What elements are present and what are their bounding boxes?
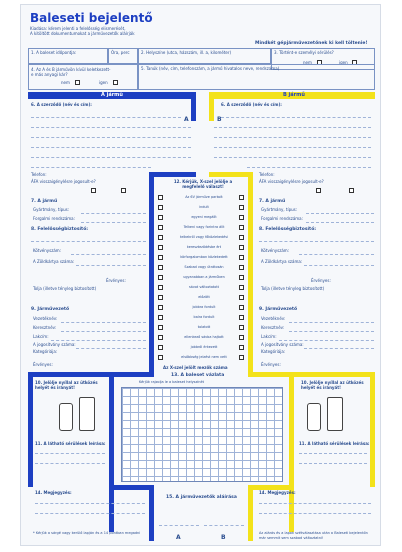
b-zoldkartya-label: A Zöldkártya száma: [261, 259, 303, 264]
b-tolja-label: Tolja (illetve tényleg biztosított) [261, 286, 325, 291]
vehicle-b-top-connector [209, 99, 214, 121]
circumstance-a-checkbox[interactable] [158, 335, 163, 340]
b-field-11-label: 11. A látható sérülések leírása: [299, 441, 370, 446]
b-afa-yes-checkbox[interactable] [349, 188, 354, 193]
a-field-6-line-2[interactable] [31, 127, 191, 128]
b-forgalmi-label: Forgalmi rendszáma: [261, 216, 303, 221]
b-kategoria-label: Kategóriája: [261, 349, 286, 354]
a-kotveny-line[interactable] [71, 254, 146, 255]
circumstance-b-checkbox[interactable] [239, 335, 244, 340]
b-biztosito-line[interactable] [259, 241, 374, 242]
circumstance-label: telkekről vagy főközlekedési [180, 235, 228, 239]
circumstance-b-checkbox[interactable] [239, 225, 244, 230]
circumstance-b-checkbox[interactable] [239, 295, 244, 300]
form-subtitle: Kiadása: kérem jelenti a felelősség elismerését, [30, 26, 126, 31]
circumstance-b-checkbox[interactable] [239, 305, 244, 310]
b-lakcim-label: Lakcím: [261, 334, 277, 339]
sig-yellow-vertical [248, 485, 253, 541]
a-truck-top-view[interactable] [79, 397, 95, 431]
b-field-14-label: 14. Megjegyzés: [259, 490, 296, 495]
field-3-yes: igen [339, 60, 348, 65]
center-yellow-frame-right [248, 172, 253, 372]
circumstance-b-checkbox[interactable] [239, 205, 244, 210]
b-field-8-label: 8. Felelősségbiztosító: [259, 227, 317, 232]
b-truck-top-view[interactable] [327, 397, 343, 431]
signature-a-line[interactable] [159, 525, 199, 526]
b-vezeteknev-line[interactable] [289, 322, 374, 323]
circumstance-b-checkbox[interactable] [239, 215, 244, 220]
form-note: Mindkét gépjárművezetőnek ki kell töltenie! [255, 41, 368, 46]
accident-sketch-grid[interactable] [121, 387, 283, 482]
sketch-blue-bottom-connector [109, 485, 154, 490]
a-afa-yes-checkbox[interactable] [121, 188, 126, 193]
a-telefon-label: Telefon: [31, 172, 47, 177]
b-field-14-line-2[interactable] [259, 513, 371, 514]
f13-subtitle: Kérjük rajzolja le a baleset helyszínét [139, 380, 205, 384]
circumstance-label: jobbra fordult [192, 305, 216, 309]
field-2-label: 2. Helyszíne (utca, házszám, ill. a, kilométer) [141, 50, 232, 55]
a-afa-no-checkbox[interactable] [91, 188, 96, 193]
a-field-8-label: 8. Felelősségbiztosító: [31, 227, 89, 232]
a-zoldkartya-label: A Zöldkártya száma: [33, 259, 75, 264]
center-blue-frame-top [149, 172, 196, 177]
circumstance-a-checkbox[interactable] [158, 285, 163, 290]
a-kategoria-label: Kategóriája: [33, 349, 58, 354]
a-keresztnev-line[interactable] [61, 331, 146, 332]
field-4-yes-checkbox[interactable] [113, 80, 118, 85]
b-ervenyes-label: Érvényes: [311, 278, 331, 283]
circumstance-a-checkbox[interactable] [158, 235, 163, 240]
a-tolja-label: Tolja (illetve tényleg biztosított) [33, 286, 97, 291]
a-field-10-label: 10. Jelölje nyíllal az ütközés helyét és irányát! [35, 380, 98, 390]
circumstance-b-checkbox[interactable] [239, 245, 244, 250]
b-field-14-line-1[interactable] [259, 503, 371, 504]
center-blue-frame-left [149, 172, 154, 372]
circumstance-label: elsőbbség jelzést nem vett [181, 355, 227, 359]
b-gyartmany-label: Gyártmány, típus: [261, 207, 298, 212]
a-keresztnev-label: Keresztnév: [33, 325, 57, 330]
field-4-no: nem [61, 80, 70, 85]
f12-title: 12. Kérjük, X-szel jelölje a megfelelő választ! [173, 179, 233, 189]
circumstance-label: balra fordult [193, 315, 215, 319]
field-3-no: nem [303, 60, 312, 65]
b-jogositvany-label: A jogosítvány száma: [261, 342, 304, 347]
b-gyartmany-line[interactable] [306, 213, 374, 214]
b-afa-label: ÁFA visszaigénylésre jogosult-e? [259, 179, 324, 184]
circumstance-b-checkbox[interactable] [239, 355, 244, 360]
circumstance-a-checkbox[interactable] [158, 225, 163, 230]
b-field-7-label: 7. A jármű [259, 199, 286, 204]
circumstance-b-checkbox[interactable] [239, 325, 244, 330]
a-biztosito-line[interactable] [31, 241, 146, 242]
circumstance-label: kereszteződésbe ért [186, 245, 222, 249]
a-forgalmi-label: Forgalmi rendszáma: [33, 216, 75, 221]
f13-title: 13. A baleset vázlata [171, 373, 225, 378]
a-field-14-line-2[interactable] [35, 513, 145, 514]
field-5-label: 5. Tanúk (név, cím, telefonszám, a jármű hivatalos neve, rendszáma) [141, 66, 280, 71]
a-footnote: * Kérjük a sárgé vagy kerülő lapján és a 14 pontban megadni [33, 531, 141, 535]
a-field-9-label: 9. Járművezető [31, 307, 70, 312]
vehicle-a-letter-bottom: A [176, 534, 181, 541]
b-ervenyes2-label: Érvényes: [261, 362, 281, 367]
lower-yellow-frame-top [248, 372, 375, 377]
circumstance-label: előzött [198, 295, 210, 299]
circumstance-label: Telkeni vagy forintra állt [183, 225, 225, 229]
a-field-6-line-4[interactable] [31, 147, 191, 148]
circumstance-label: körforgalomban közlekedett [180, 255, 228, 259]
a-field-6-label: 6. A szerződő (név és cím): [31, 102, 92, 107]
a-gyartmany-label: Gyártmány, típus: [33, 207, 70, 212]
circumstance-a-checkbox[interactable] [158, 325, 163, 330]
vehicle-a-header-label: A jármű [101, 92, 123, 98]
form-title: Baleseti bejelentő [30, 11, 153, 25]
field-3-label: 3. Történt-e személyi sérülés? [274, 50, 334, 55]
b-field-9-label: 9. Járművezető [259, 307, 298, 312]
b-keresztnev-line[interactable] [289, 331, 374, 332]
lower-yellow-frame-right [370, 372, 375, 487]
sketch-yellow-right [289, 372, 294, 532]
sketch-blue-left [109, 372, 114, 532]
circumstance-a-checkbox[interactable] [158, 345, 163, 350]
circumstance-label: tolatott [197, 325, 211, 329]
circumstance-b-checkbox[interactable] [239, 195, 244, 200]
circumstance-label: jobbról érkezett [190, 345, 218, 349]
circumstance-a-checkbox[interactable] [158, 295, 163, 300]
b-field-6-label: 6. A szerződő (név és cím): [221, 102, 282, 107]
b-field-6-line-1[interactable] [221, 117, 371, 118]
circumstance-b-checkbox[interactable] [239, 255, 244, 260]
b-field-6-line-5[interactable] [214, 157, 371, 158]
vehicle-b-letter-bottom: B [221, 534, 226, 541]
circumstance-label: egyeni megállt [191, 215, 217, 219]
a-jogositvany-label: A jogosítvány száma: [33, 342, 76, 347]
circumstance-b-checkbox[interactable] [239, 235, 244, 240]
a-zoldkartya-line[interactable] [76, 265, 146, 266]
a-car-top-view[interactable] [59, 403, 73, 431]
circumstance-label: Az 6V járműve parkolt [185, 195, 223, 199]
circumstance-a-checkbox[interactable] [158, 265, 163, 270]
a-ervenyes-label: Érvényes: [106, 278, 126, 283]
b-kotveny-label: Kötvényszám: [261, 248, 290, 253]
b-vezeteknev-label: Vezetéknév: [261, 316, 286, 321]
a-ervenyes2-label: Érvényes: [33, 362, 53, 367]
b-field-6-line-6[interactable] [247, 167, 371, 168]
b-jogositvany-line[interactable] [304, 348, 374, 349]
circumstance-label: Szabad vagy útrátosán [184, 265, 224, 269]
b-afa-no-checkbox[interactable] [316, 188, 321, 193]
vehicle-b-header-label: B jármű [283, 92, 305, 98]
a-field-14-line-1[interactable] [35, 503, 145, 504]
circumstance-b-checkbox[interactable] [239, 285, 244, 290]
circumstance-a-checkbox[interactable] [158, 355, 163, 360]
a-field-6-line-5[interactable] [31, 157, 191, 158]
a-field-14-label: 14. Megjegyzés: [35, 490, 72, 495]
f15-title: 15. A járművezetők aláírása [166, 495, 237, 500]
a-field-7-label: 7. A jármű [31, 199, 58, 204]
vehicle-b-letter-top: B [217, 116, 222, 123]
a-gyartmany-line[interactable] [81, 213, 146, 214]
a-jogositvany-line[interactable] [76, 348, 146, 349]
a-field-6-line-3[interactable] [31, 137, 191, 138]
a-field-11-line-2[interactable] [35, 463, 105, 464]
b-field-6-line-2[interactable] [214, 127, 371, 128]
f12-count-label: Az X-szel jelölt mezők száma [163, 365, 228, 370]
accident-report-form [20, 4, 381, 546]
a-afa-label: ÁFA visszaigénylésre jogosult-e? [31, 179, 96, 184]
sig-blue-vertical [149, 485, 154, 541]
b-zoldkartya-line[interactable] [304, 265, 374, 266]
circumstance-a-checkbox[interactable] [158, 215, 163, 220]
vehicle-a-top-connector [191, 99, 196, 121]
b-field-11-line-2[interactable] [299, 463, 367, 464]
form-subtitle-2: A kitöltött dokumentumokat a járművezetők aláírják [30, 31, 135, 36]
b-kotveny-line[interactable] [299, 254, 374, 255]
field-4-yes: igen [99, 80, 108, 85]
circumstance-label: ellenkező sávba hajtott [184, 335, 224, 339]
a-field-11-label: 11. A látható sérülések leírása: [35, 441, 106, 446]
circumstance-a-checkbox[interactable] [158, 245, 163, 250]
center-yellow-frame-top [209, 172, 253, 177]
a-kotveny-label: Kötvényszám: [33, 248, 62, 253]
b-field-11-line-1[interactable] [299, 453, 367, 454]
circumstance-label: sávot változtatott [188, 285, 219, 289]
a-vezeteknev-label: Vezetéknév: [33, 316, 58, 321]
signature-b-line[interactable] [204, 525, 244, 526]
b-forgalmi-line[interactable] [306, 222, 374, 223]
circumstance-label: ugyanabban a járműben [183, 275, 225, 279]
a-field-11-line-1[interactable] [35, 453, 105, 454]
field-1-label: 1. A baleset időpontja: [31, 50, 77, 55]
b-field-10-label: 10. Jelölje nyíllal az ütközés helyét és irányát! [301, 380, 364, 390]
b-lakcim-line[interactable] [279, 340, 374, 341]
b-car-top-view[interactable] [307, 403, 321, 431]
circumstance-a-checkbox[interactable] [158, 305, 163, 310]
b-footnote: Az alárás és a lapok szétválasztása után a Baleseti bejelentőn már semmit sem szabad változtatni! [259, 531, 368, 540]
a-forgalmi-line[interactable] [81, 222, 146, 223]
a-field-6-line-6[interactable] [31, 167, 151, 168]
circumstance-b-checkbox[interactable] [239, 315, 244, 320]
a-lakcim-label: Lakcím: [33, 334, 49, 339]
b-field-6-line-3[interactable] [214, 137, 371, 138]
lower-blue-frame-left [28, 372, 33, 487]
a-lakcim-line[interactable] [51, 340, 146, 341]
circumstance-label: indult [199, 205, 209, 209]
circumstance-a-checkbox[interactable] [158, 205, 163, 210]
circumstance-b-checkbox[interactable] [239, 275, 244, 280]
vehicle-a-letter-top: A [184, 116, 189, 123]
circumstance-a-checkbox[interactable] [158, 315, 163, 320]
circumstance-b-checkbox[interactable] [239, 265, 244, 270]
circumstance-a-checkbox[interactable] [158, 195, 163, 200]
b-keresztnev-label: Keresztnév: [261, 325, 285, 330]
b-field-6-line-4[interactable] [214, 147, 371, 148]
field-4-no-checkbox[interactable] [75, 80, 80, 85]
a-vezeteknev-line[interactable] [61, 322, 146, 323]
circumstance-a-checkbox[interactable] [158, 255, 163, 260]
b-telefon-label: Telefon: [259, 172, 275, 177]
a-field-6-line-1[interactable] [31, 117, 181, 118]
field-4-label: 4. Az A és B járművön kívül keletkezett-e más anyagi kár? [31, 67, 111, 77]
field-1b-label: Óra, perc [111, 50, 130, 55]
lower-blue-frame-top [28, 372, 154, 377]
circumstance-a-checkbox[interactable] [158, 275, 163, 280]
circumstance-b-checkbox[interactable] [239, 345, 244, 350]
